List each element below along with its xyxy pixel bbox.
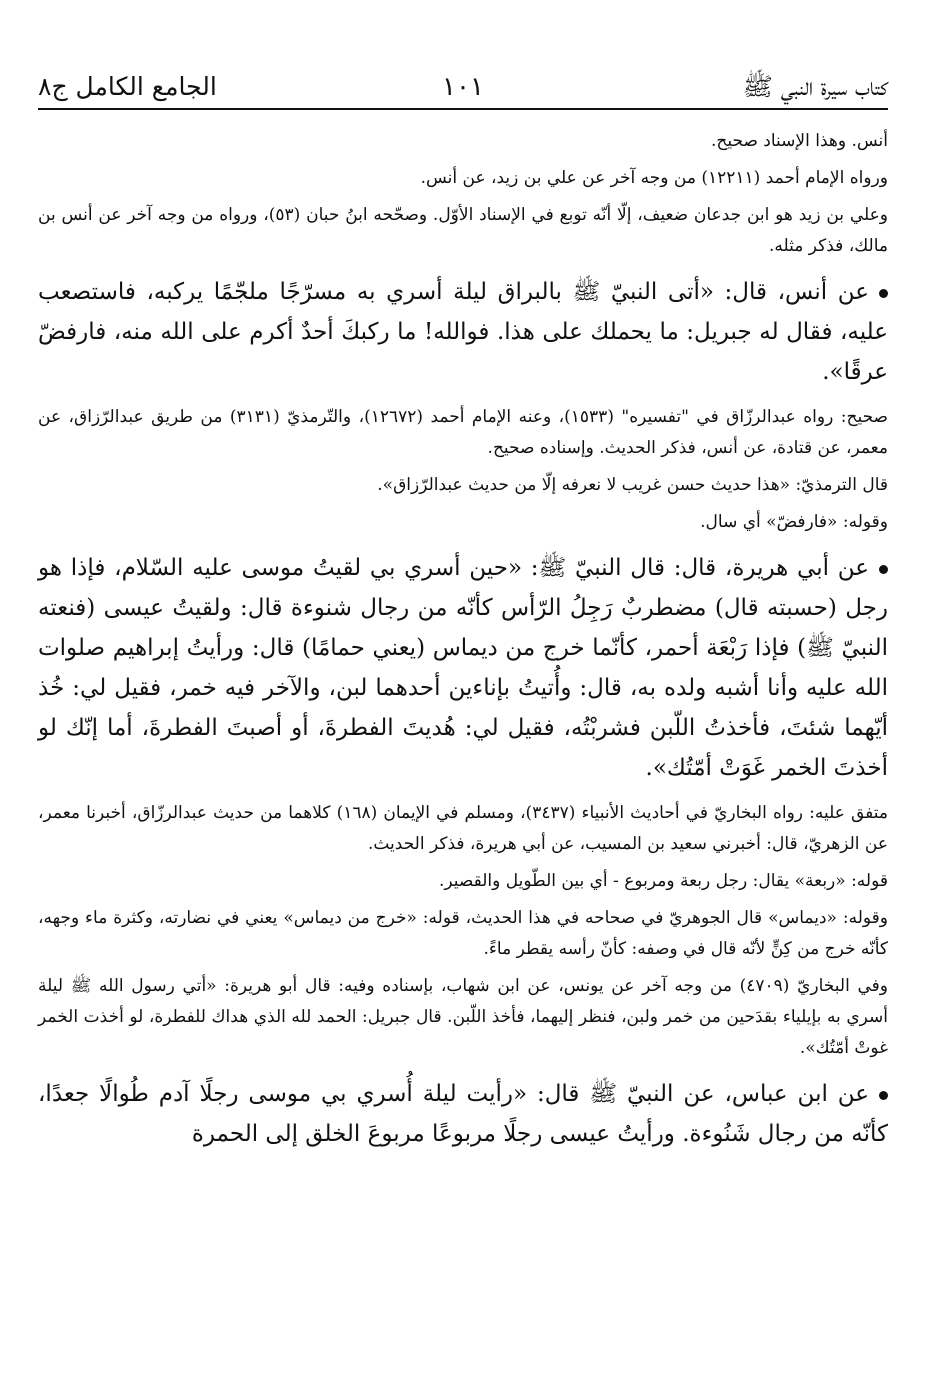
bullet-icon xyxy=(879,565,888,574)
note-paragraph: ورواه الإمام أحمد (١٢٢١١) من وجه آخر عن علي بن زيد، عن أنس. xyxy=(420,168,888,188)
note-paragraph: وفي البخاريّ (٤٧٠٩) من وجه آخر عن يونس، عن ابن شهاب، بإسناده وفيه: قال أبو هريرة: «أتي رسول الله ﷺ ليلة أسري به بإيلياء بقدَحين من خمر ولبن، فنظر إليهما، فأخذ اللّبن. قال جبريل: الحمد لله الذي هداك للفطرة، لو أخذت الخمر غوتْ أمّتُك». xyxy=(38,976,888,1058)
bullet-icon xyxy=(879,1091,888,1100)
header-rule xyxy=(38,108,888,110)
note-paragraph: قال الترمذيّ: «هذا حديث حسن غريب لا نعرفه إلّا من حديث عبدالرّزاق». xyxy=(377,475,888,495)
hadith-paragraph: عن أبي هريرة، قال: قال النبيّ ﷺ: «حين أسري بي لقيتُ موسى عليه السّلام، فإذا هو رجل (حسبته قال) مضطربٌ رَجِلُ الرّأس كأنّه من رجال شنوءة قال: ولقيتُ عيسى (فنعته النبيّ ﷺ) فإذا رَبْعَة أحمر، كأنّما خرج من ديماس (يعني حمامًا) قال: ورأيتُ إبراهيم صلوات الله عليه وأنا أشبه ولده به، قال: وأُتيتُ بإناءين أحدهما لبن، والآخر فيه خمر، فقيل لي: خُذ أيّهما شئتَ، فأخذتُ اللّبن فشربْتُه، فقيل لي: هُديتَ الفطرةَ، أو أصبتَ الفطرةَ، أما إنّك لو أخذتَ الخمر غَوَتْ أمّتُك». xyxy=(38,555,888,781)
note-paragraph: متفق عليه: رواه البخاريّ في أحاديث الأنبياء (٣٤٣٧)، ومسلم في الإيمان (١٦٨) كلاهما من حديث عبدالرزّاق، أخبرنا معمر، عن الزهريّ، قال: أخبرني سعيد بن المسيب، عن أبي هريرة، فذكر الحديث. xyxy=(38,803,888,854)
note-paragraph: وقوله: «فارفضّ» أي سال. xyxy=(700,512,888,532)
page-body xyxy=(38,126,888,1154)
note-paragraph: أنس. وهذا الإسناد صحيح. xyxy=(710,131,888,151)
note-paragraph: وقوله: «ديماس» قال الجوهريّ في صحاحه في هذا الحديث، قوله: «خرج من ديماس» يعني في نضارته، وكثرة ماء وجهه، كأنّه خرج من كِنٍّ لأنّه قال في وصفه: كأنّ رأسه يقطر ماءً. xyxy=(38,908,888,959)
bullet-icon xyxy=(879,289,888,298)
note-paragraph: وعلي بن زيد هو ابن جدعان ضعيف، إلّا أنّه توبع في الإسناد الأوّل. وصحّحه ابنُ حبان (٥٣)، ورواه من وجه آخر عن أنس بن مالك، فذكر مثله. xyxy=(38,205,888,256)
page-header xyxy=(38,58,888,104)
hadith-paragraph: عن ابن عباس، عن النبيّ ﷺ قال: «رأيت ليلة أُسري بي موسى رجلًا آدم طُوالًا جعدًا، كأنّه من رجال شَنُوءة. ورأيتُ عيسى رجلًا مربوعًا مربوعَ الخلق إلى الحمرة xyxy=(38,1081,888,1147)
volume-title: الجامع الكامل ج٨ xyxy=(38,72,217,101)
note-paragraph: قوله: «ربعة» يقال: رجل ربعة ومربوع - أي بين الطّويل والقصير. xyxy=(439,871,888,891)
book-title: كتاب سيرة النبي ﷺ xyxy=(742,72,888,101)
note-paragraph: صحيح: رواه عبدالرزّاق في "تفسيره" (١٥٣٣)، وعنه الإمام أحمد (١٢٦٧٢)، والتّرمذيّ (٣١٣١) من طريق عبدالرّزاق، عن معمر، عن قتادة، عن أنس، فذكر الحديث. وإسناده صحيح. xyxy=(38,407,888,458)
hadith-paragraph: عن أنس، قال: «أتى النبيّ ﷺ بالبراق ليلة أسري به مسرّجًا ملجّمًا يركبه، فاستصعب عليه، فقال له جبريل: ما يحملك على هذا. فوالله! ما ركبكَ أحدٌ أكرم على الله منه، فارفضّ عرقًا». xyxy=(38,279,888,385)
page-number: ١٠١ xyxy=(442,72,484,102)
book-page xyxy=(38,0,888,1380)
